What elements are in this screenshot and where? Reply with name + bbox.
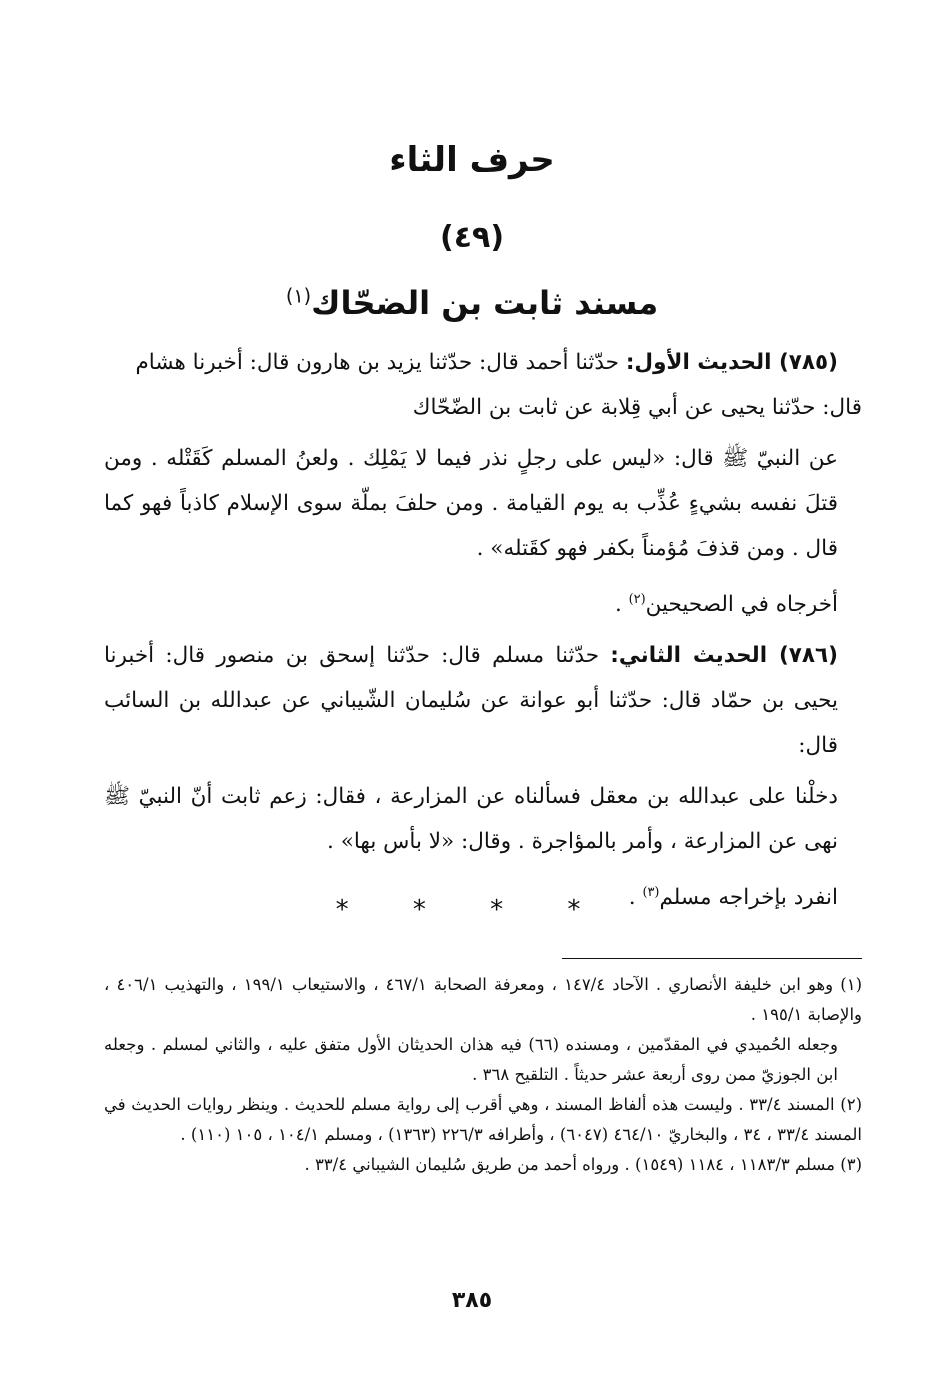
section-separator: * * * * — [335, 895, 609, 925]
footnote-3: (٣) مسلم ١١٨٣/٣ ، ١١٨٤ (١٥٤٩) . ورواه أحمد من طريق سُليمان الشيباني ٣٣/٤ . — [304, 1155, 862, 1174]
footnote-ref-3[interactable]: (٣) — [642, 885, 660, 901]
hadith-2-takhrij-text: انفرد بإخراجه مسلم — [659, 885, 838, 911]
hadith-2-isnad — [104, 633, 862, 768]
footnote-ref-1[interactable]: (١) — [285, 284, 312, 308]
hadith-2-takhrij-end: . — [628, 885, 643, 911]
musnad-title — [0, 284, 944, 322]
hadith-1-label: (٧٨٥) الحديث الأول: — [625, 350, 838, 375]
chapter-title: حرف الثاء — [389, 140, 555, 180]
hadith-1-isnad — [104, 340, 862, 385]
footnote-1: (١) وهو ابن خليفة الأنصاري . الآحاد ١٤٧/٤ ، ومعرفة الصحابة ٤٦٧/١ ، والاستيعاب ١٩٩/١ ، والتهذيب ٤٠٦/١ ، والإصابة ١٩٥/١ . — [104, 975, 862, 1024]
musnad-title-text: مسند ثابت بن الضحّاك — [311, 284, 659, 322]
footnote-2: (٢) المسند ٣٣/٤ . وليست هذه ألفاظ المسند ، وهي أقرب إلى رواية مسلم للحديث . وينظر روايات الحديث في المسند ٣٣/٤ ، ٣٤ ، والبخاريّ ٤٦٤/١٠ (٦٠٤٧) ، وأطرافه ٢٢٦/٣ (١٣٦٣) ، ومسلم ١٠٤/١ ، ١٠٥ (١١٠) . — [104, 1095, 863, 1144]
footnote-divider — [562, 958, 862, 959]
hadith-1-takhrij-text: أخرجاه في الصحيحين — [645, 592, 838, 618]
hadith-1-isnad-line2: قال: حدّثنا يحيى عن أبي قِلابة عن ثابت بن الضّحّاك — [412, 395, 862, 420]
hadith-1-takhrij — [104, 577, 862, 627]
main-text — [104, 340, 862, 920]
footnote-1-continued: وجعله الحُميدي في المقدّمين ، ومسنده (٦٦) فيه هذان الحديثان الأول متفق عليه ، والثاني لمسلم . وجعله ابن الجوزيّ ممن روى أربعة عشر حديثاً . التلقيح ٣٦٨ . — [104, 1035, 838, 1084]
hadith-1-matn: عن النبيّ ﷺ قال: «ليس على رجلٍ نذر فيما لا يَمْلِك . ولعنُ المسلم كَقَتْله . ومن قتلَ نفسه بشيءٍ عُذِّب به يوم القيامة . ومن حلفَ بملّة سوى الإسلام كاذباً فهو كما قال . ومن قذفَ مُؤمناً بكفر فهو كقَتله» . — [104, 446, 838, 561]
hadith-1-takhrij-end: . — [614, 592, 629, 618]
hadith-2-matn: دخلْنا على عبدالله بن معقل فسألناه عن المزارعة ، فقال: زعم ثابت أنّ النبيّ ﷺ نهى عن المزارعة ، وأمر بالمؤاجرة . وقال: «لا بأس بها» . — [104, 784, 838, 855]
hadith-1-isnad-line1: حدّثنا أحمد قال: حدّثنا يزيد بن هارون قال: أخبرنا هشام — [135, 350, 619, 375]
page-number: ٣٨٥ — [451, 1288, 493, 1313]
hadith-2-isnad-text: حدّثنا مسلم قال: حدّثنا إسحق بن منصور قال: أخبرنا يحيى بن حمّاد قال: حدّثنا أبو عوانة عن سُليمان الشّيباني عن عبدالله بن السائب قال: — [104, 643, 838, 759]
hadith-2-label: (٧٨٦) الحديث الثاني: — [610, 643, 838, 669]
musnad-number: (٤٩) — [439, 220, 505, 255]
footnote-ref-2[interactable]: (٢) — [628, 592, 646, 607]
footnotes — [104, 970, 862, 1180]
